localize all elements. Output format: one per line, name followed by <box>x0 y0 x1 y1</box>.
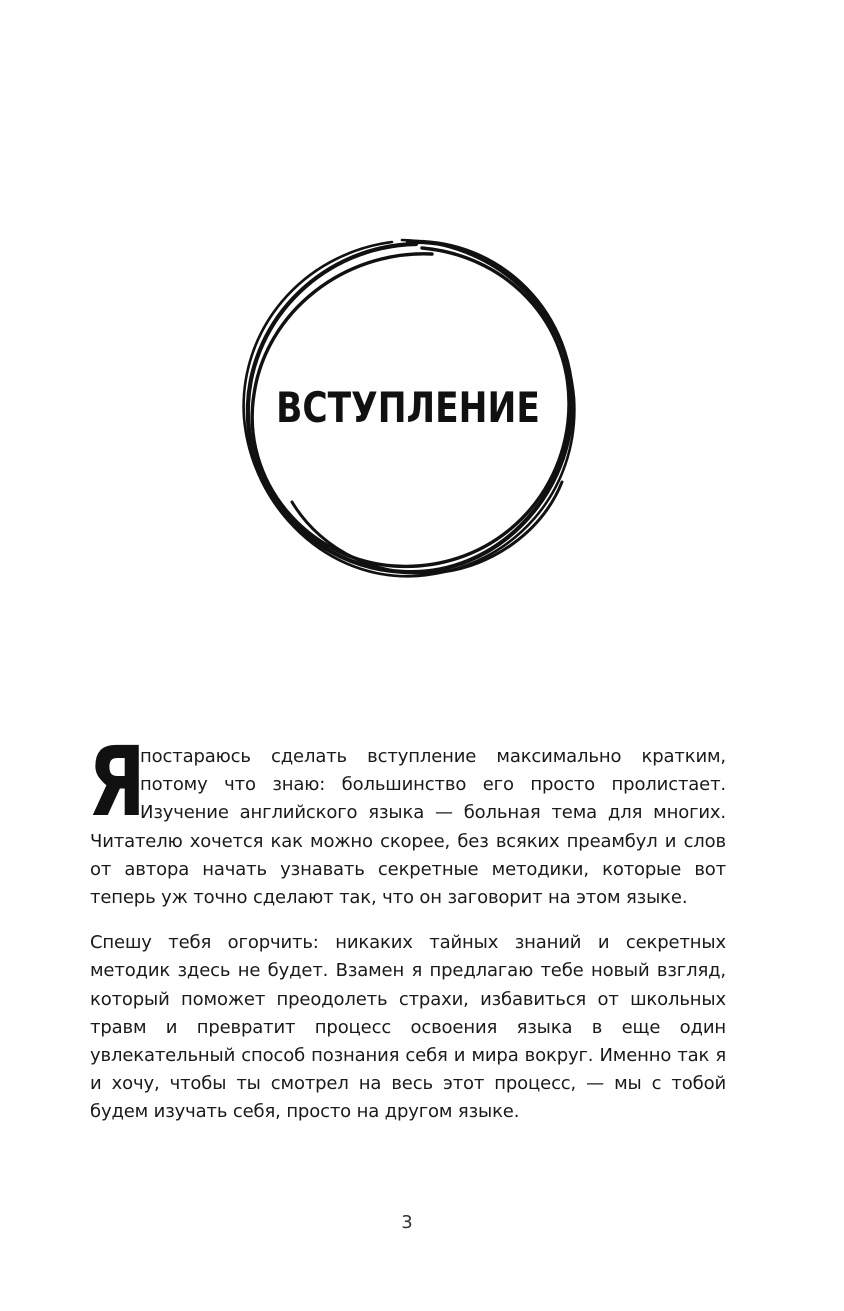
chapter-title-block <box>232 232 584 584</box>
paragraph-2-text: Спешу тебя огорчить: никаких тайных знаний и секретных методик здесь не будет. Взамен я предлагаю тебе новый взгляд, который поможет преодолеть страхи, избавиться от школьных травм и превратит процесс освоения языка в еще один увлекательный способ познания себя и мира вокруг. Именно так я и хочу, чтобы ты смотрел на весь этот процесс, — мы с тобой будем изучать себя, просто на другом языке. <box>90 932 726 1123</box>
paragraph-2 <box>90 929 726 1126</box>
paragraph-1-text: постараюсь сделать вступление максимально кратким, потому что знаю: большинство его просто пролистает. Изучение английского языка — больная тема для многих. Читателю хочется как можно скорее, без всяких преамбул и слов от автора начать узнавать секретные методики, которые вот теперь уж точно сделают так, что он заговорит на этом языке. <box>90 746 726 909</box>
paragraph-1 <box>88 726 726 912</box>
page-number: 3 <box>401 1212 413 1233</box>
drop-cap: Я <box>88 726 146 838</box>
chapter-title: ВСТУПЛЕНИЕ <box>276 383 540 432</box>
chapter-body <box>88 726 726 1127</box>
